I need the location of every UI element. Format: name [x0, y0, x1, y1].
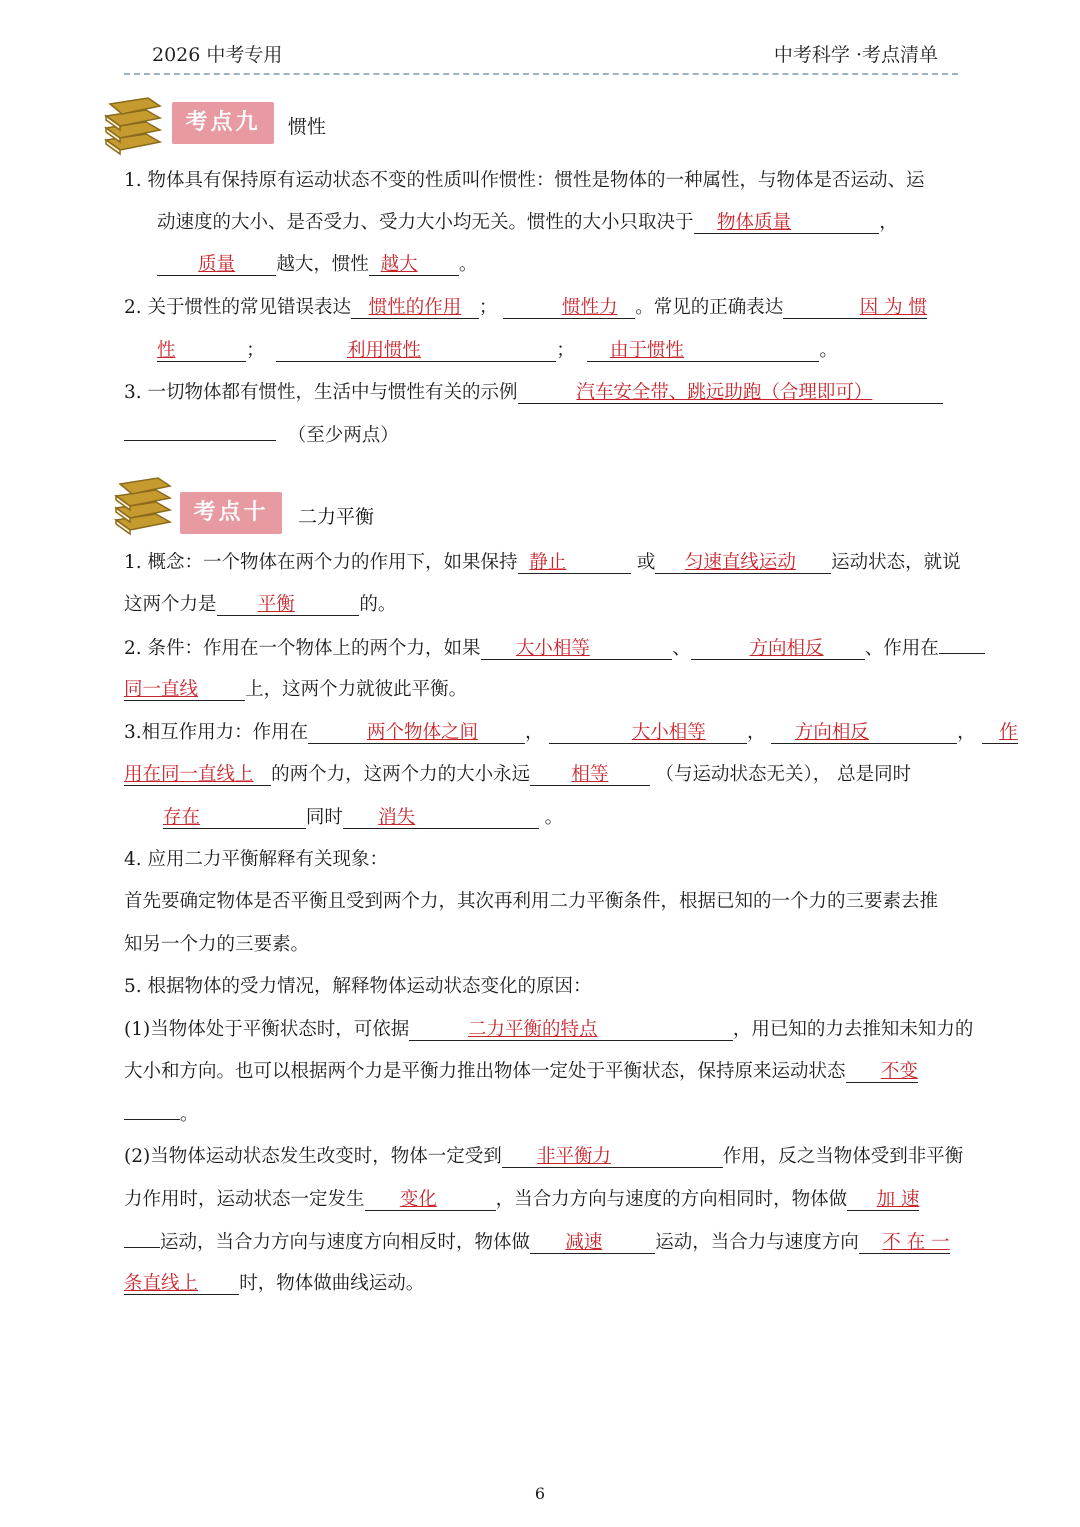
section-title: 惯性: [288, 116, 327, 138]
s10-line12: (1)当物体处于平衡状态时，可依据 二力平衡的特点 ，用已知的力去推知未知力的: [124, 1019, 974, 1040]
answer: 由于惯性: [610, 340, 685, 361]
s10-line15: (2)当物体运动状态发生改变时，物体一定受到 非平衡力 作用，反之当物体受到非平衡: [124, 1146, 964, 1167]
answer: 不变: [880, 1061, 918, 1082]
answer: 存在: [163, 807, 201, 828]
answer: 变化: [399, 1189, 437, 1210]
s10-line9: 首先要确定物体是否平衡且受到两个力，其次再利用二力平衡条件，根据已知的一个力的三要素去推: [124, 891, 939, 912]
answer: 静止: [529, 552, 567, 573]
answer: 非平衡力: [537, 1146, 612, 1167]
header-divider: [124, 73, 958, 75]
books-icon: [102, 96, 164, 156]
answer: 用在同一直线上: [124, 764, 254, 785]
books-icon: [112, 476, 174, 536]
answer: 不 在 一: [882, 1232, 950, 1253]
answer: 惯性的作用: [368, 297, 462, 318]
page-number: 6: [534, 1484, 546, 1503]
s9-line2: 动速度的大小、是否受力、受力大小均无关。惯性的大小只取决于 物体质量 ，: [157, 212, 898, 233]
answer: 越大: [380, 254, 418, 275]
answer: 加 速: [876, 1189, 920, 1210]
s10-line5: 3.相互作用力：作用在 两个物体之间 ， 大小相等 ， 方向相反 ， 作: [124, 722, 1018, 743]
section-header-10: [102, 476, 702, 538]
answer: 性: [157, 340, 176, 361]
answer: 大小相等: [515, 638, 590, 659]
answer: 大小相等: [631, 722, 706, 743]
s9-line6: 3. 一切物体都有惯性，生活中与惯性有关的示例 汽车安全带、跳远助跑（合理即可）: [124, 380, 956, 406]
section-badge: 考点十: [180, 492, 282, 534]
s10-line8: 4. 应用二力平衡解释有关现象：: [124, 849, 389, 870]
answer: 平衡: [257, 594, 295, 615]
s9-line7: （至少两点）: [124, 422, 956, 449]
answer: 条直线上: [124, 1273, 199, 1294]
answer: 方向相反: [749, 638, 824, 659]
answer: 相等: [571, 764, 609, 785]
s10-line7: 存在 同时 消失 。: [163, 807, 564, 828]
s10-line11: 5. 根据物体的受力情况，解释物体运动状态变化的原因：: [124, 976, 592, 997]
header-left: 2026 中考专用: [152, 44, 283, 66]
s10-line13: 大小和方向。也可以根据两个力是平衡力推出物体一定处于平衡状态，保持原来运动状态 不变: [124, 1061, 918, 1082]
s10-line10: 知另一个力的三要素。: [124, 934, 310, 955]
answer: 作: [999, 722, 1018, 743]
header-right: 中考科学 ·考点清单: [773, 44, 938, 66]
s10-line6: 用在同一直线上 的两个力，这两个力的大小永远 相等 （与运动状态无关）， 总是同时: [124, 764, 912, 785]
s10-line4: 同一直线 上，这两个力就彼此平衡。: [124, 679, 468, 700]
s10-line16: 力作用时，运动状态一定发生 变化 ，当合力方向与速度的方向相同时，物体做 加 速: [124, 1189, 920, 1210]
answer: 因 为 惯: [859, 297, 927, 318]
answer: 方向相反: [794, 722, 869, 743]
answer: 惯性力: [562, 297, 618, 318]
s10-line18: 条直线上 时，物体做曲线运动。: [124, 1273, 425, 1294]
s9-line3: 质量 越大，惯性 越大 。: [157, 252, 956, 278]
answer: 物体质量: [717, 212, 792, 233]
section-badge: 考点九: [172, 102, 274, 144]
answer: 二力平衡的特点: [468, 1019, 598, 1040]
s9-line4: 2. 关于惯性的常见错误表达 惯性的作用 ； 惯性力 。常见的正确表达 因 为 惯: [124, 297, 927, 318]
answer: 匀速直线运动: [684, 552, 796, 573]
s10-line2: 这两个力是 平衡 的。: [124, 594, 397, 615]
s9-line1: 1. 物体具有保持原有运动状态不变的性质叫作惯性：惯性是物体的一种属性，与物体是否运动、运: [124, 170, 925, 191]
s9-line5: 性 ； 利用惯性 ； 由于惯性 。: [157, 340, 838, 361]
s10-line17: 运动，当合力方向与速度方向相反时，物体做 减速 运动，当合力与速度方向 不 在 一: [124, 1229, 956, 1256]
s10-line3: 2. 条件：作用在一个物体上的两个力，如果 大小相等 、 方向相反 、作用在: [124, 635, 956, 662]
answer: 两个物体之间: [366, 722, 478, 743]
answer: 汽车安全带、跳远助跑（合理即可）: [576, 382, 873, 403]
s10-line14: 。: [124, 1101, 956, 1128]
section-title: 二力平衡: [298, 506, 375, 528]
answer: 减速: [565, 1232, 603, 1253]
section-header-9: [102, 96, 702, 158]
answer: 同一直线: [124, 679, 199, 700]
answer: 利用惯性: [346, 340, 421, 361]
answer: 消失: [378, 807, 416, 828]
answer: 质量: [198, 254, 236, 275]
s10-line1: 1. 概念：一个物体在两个力的作用下，如果保持 静止 或 匀速直线运动 运动状态，就说: [124, 552, 961, 573]
